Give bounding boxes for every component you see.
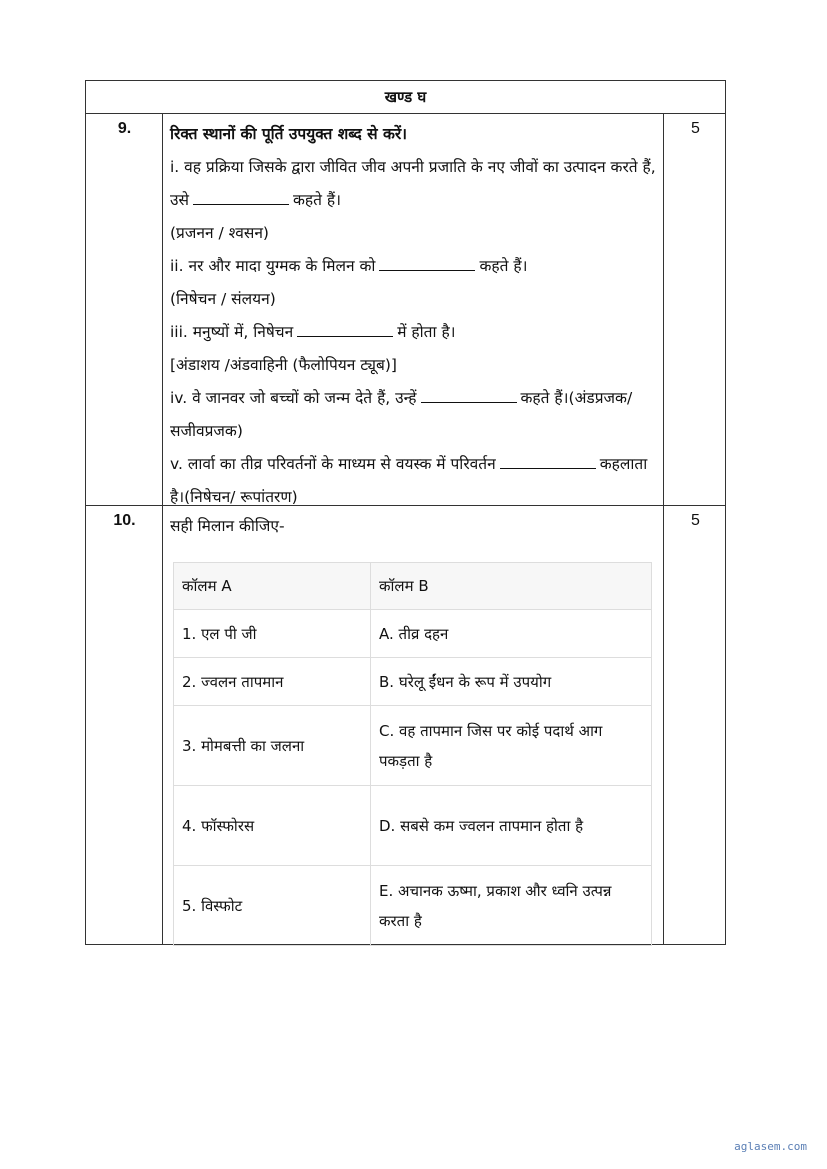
table-header-row	[174, 563, 652, 610]
question-heading: रिक्त स्थानों की पूर्ति उपयुक्त शब्द से करें।	[170, 125, 408, 143]
question-number: 9.	[117, 120, 132, 137]
cell: C. वह तापमान जिस पर कोई पदार्थ आग पकड़ता है	[371, 706, 652, 786]
question-marks: 5	[691, 120, 700, 137]
blank	[193, 190, 289, 205]
item-options: (निषेचन / संलयन)	[170, 290, 276, 308]
section-title: खण्ड घ	[85, 80, 726, 114]
question-9-row	[85, 113, 726, 506]
item-options: [अंडाशय /अंडवाहिनी (फैलोपियन ट्यूब)]	[170, 356, 397, 374]
question-10-row	[85, 505, 726, 945]
item-text: iv. वे जानवर जो बच्चों को जन्म देते हैं, उन्हें	[170, 389, 417, 407]
item-options: (अंडप्रजक/ सजीवप्रजक)	[170, 389, 633, 440]
item-text: i. वह प्रक्रिया जिसके द्वारा जीवित जीव अपनी प्रजाति के नए जीवों का उत्पादन करते हैं, उसे	[170, 158, 656, 209]
cell: 1. एल पी जी	[174, 610, 371, 658]
cell: 3. मोमबत्ती का जलना	[174, 706, 371, 786]
question-number: 10.	[113, 512, 136, 529]
item-text: कहते हैं।	[520, 389, 569, 407]
column-header: कॉलम B	[371, 563, 652, 610]
item-text: कहते हैं।	[479, 257, 528, 275]
question-content	[170, 510, 660, 543]
divider	[162, 506, 163, 944]
question-content	[170, 118, 660, 514]
table-row	[174, 706, 652, 786]
question-marks: 5	[691, 512, 700, 529]
cell: B. घरेलू ईंधन के रूप में उपयोग	[371, 658, 652, 706]
item-text: में होता है।	[397, 323, 456, 341]
divider	[663, 114, 664, 505]
question-heading: सही मिलान कीजिए-	[170, 517, 285, 535]
item-options: (निषेचन/ रूपांतरण)	[184, 488, 298, 506]
item-text: कहते हैं।	[292, 191, 341, 209]
blank	[421, 388, 517, 403]
item-text: कहलाता है।	[170, 455, 648, 506]
cell: A. तीव्र दहन	[371, 610, 652, 658]
divider	[162, 114, 163, 505]
item-text: iii. मनुष्यों में, निषेचन	[170, 323, 294, 341]
table-row	[174, 866, 652, 946]
cell: 2. ज्वलन तापमान	[174, 658, 371, 706]
cell: 4. फॉस्फोरस	[174, 786, 371, 866]
column-header: कॉलम A	[174, 563, 371, 610]
match-table	[173, 562, 652, 946]
item-options: (प्रजनन / श्वसन)	[170, 224, 269, 242]
cell: D. सबसे कम ज्वलन तापमान होता है	[371, 786, 652, 866]
cell: E. अचानक ऊष्मा, प्रकाश और ध्वनि उत्पन्न करता है	[371, 866, 652, 946]
fill-item-4	[170, 382, 660, 448]
fill-item-2	[170, 250, 660, 316]
cell: 5. विस्फोट	[174, 866, 371, 946]
table-row	[174, 610, 652, 658]
footer-watermark: aglasem.com	[734, 1140, 807, 1153]
fill-item-1	[170, 151, 660, 250]
blank	[500, 454, 596, 469]
item-text: v. लार्वा का तीव्र परिवर्तनों के माध्यम से वयस्क में परिवर्तन	[170, 455, 496, 473]
divider	[663, 506, 664, 944]
item-text: ii. नर और मादा युग्मक के मिलन को	[170, 257, 376, 275]
table-row	[174, 658, 652, 706]
blank	[379, 256, 475, 271]
blank	[297, 322, 393, 337]
fill-item-3	[170, 316, 660, 382]
table-row	[174, 786, 652, 866]
